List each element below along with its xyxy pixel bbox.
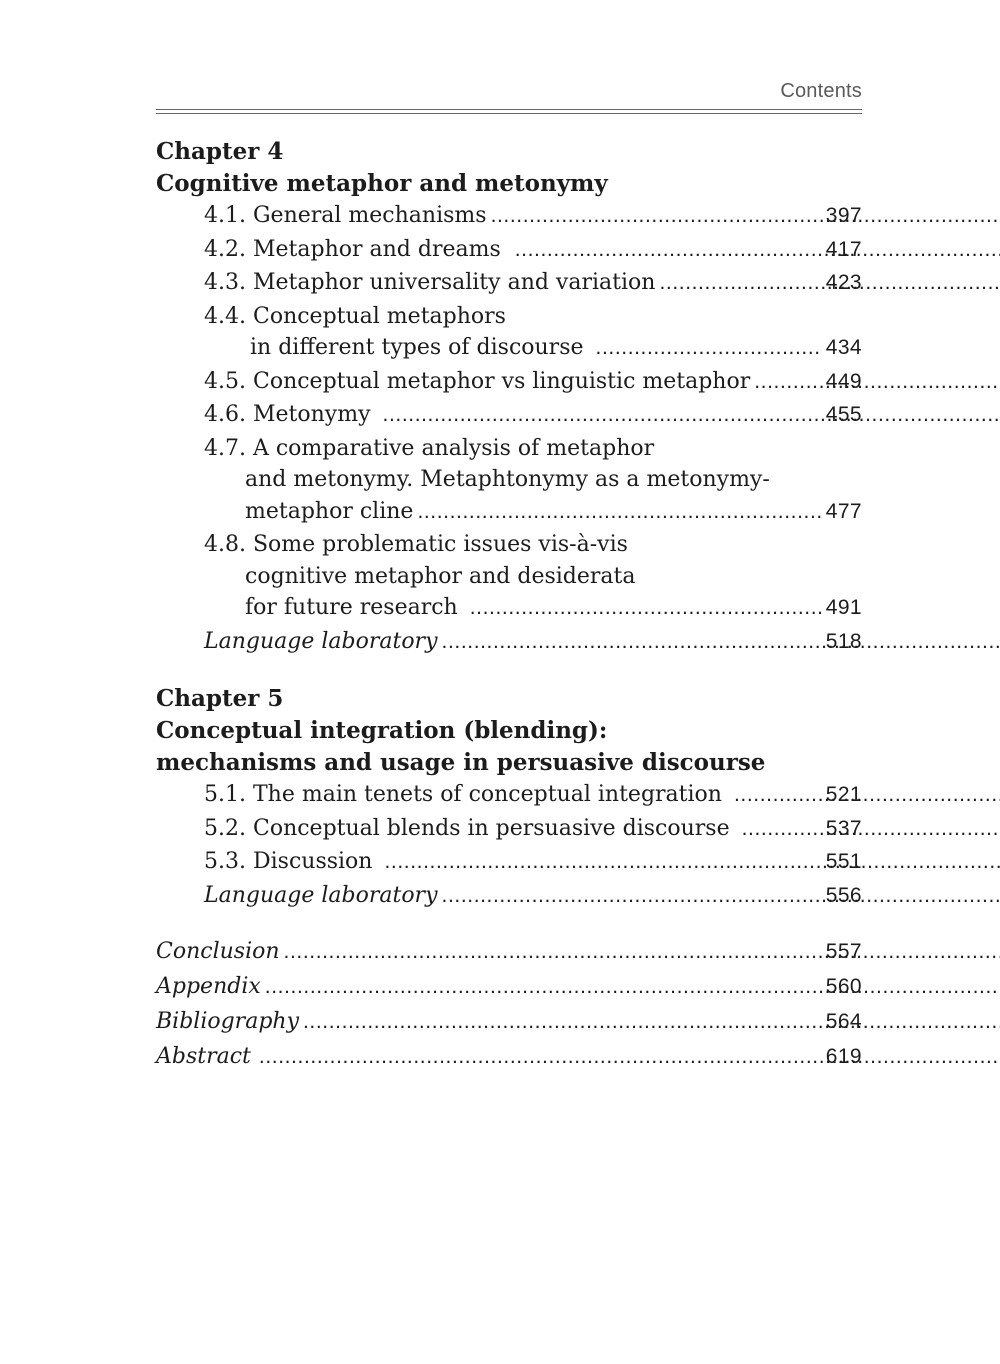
entry-number: 5.1. (204, 782, 253, 807)
toc-entry-appendix[interactable] (156, 970, 862, 1003)
page-number: 557 (825, 940, 862, 963)
page-number: 518 (825, 629, 862, 653)
toc-entry-4-5[interactable] (156, 366, 862, 398)
page-number: 564 (825, 1010, 862, 1033)
leader-dots (265, 970, 1000, 1003)
entry-title: Metaphor and dreams (252, 236, 501, 262)
entry-title: Conceptual blends in persuasive discourse (252, 815, 730, 841)
entry-title: The main tenets of conceptual integration (252, 782, 722, 807)
entry-number: 4.4. (204, 303, 253, 329)
page-number: 551 (825, 850, 862, 873)
entry-title: General mechanisms (252, 203, 487, 228)
entry-title: Language laboratory (204, 882, 438, 908)
leader-dots (515, 234, 1000, 266)
leader-dots (491, 200, 1000, 232)
entry-title: Discussion (252, 849, 373, 874)
leader-dots (284, 935, 1000, 968)
page-number: 455 (825, 403, 862, 426)
entry-title: Appendix (156, 974, 261, 999)
entry-title-line: A comparative analysis of metaphor (252, 435, 655, 461)
leader-dots (442, 880, 1000, 912)
entry-number: 5.2. (204, 815, 253, 841)
toc-entry-4-1[interactable] (156, 200, 862, 232)
toc-entry-bibliography[interactable] (156, 1005, 862, 1038)
entry-title-line: cognitive metaphor and desiderata (245, 563, 636, 589)
toc-entry-4-7[interactable] (156, 433, 862, 528)
spacer (156, 913, 862, 935)
chapter-5-title-line-2: mechanisms and usage in persuasive discourse (156, 749, 766, 776)
toc-entry-4-3[interactable] (156, 267, 862, 299)
page-number: 434 (825, 336, 862, 359)
toc-entry-5-3[interactable] (156, 846, 862, 878)
entry-title: Conceptual metaphor vs linguistic metaphor (252, 368, 751, 394)
entry-title: for future research (245, 595, 458, 620)
entry-title: Conclusion (156, 939, 280, 964)
entry-title-line: Some problematic issues vis-à-vis (252, 532, 628, 557)
entry-number: 4.5. (204, 368, 253, 394)
entry-title: metaphor cline (245, 498, 414, 524)
toc-entry-4-language-laboratory[interactable] (156, 626, 862, 658)
toc-entry-5-language-laboratory[interactable] (156, 880, 862, 912)
page-number: 521 (825, 783, 862, 806)
leader-dots (384, 846, 1000, 878)
leader-dots (442, 626, 1000, 658)
entry-number: 4.3. (204, 270, 253, 295)
leader-dots (303, 1005, 1000, 1038)
chapter-5-title-line-1: Conceptual integration (blending): (156, 717, 608, 744)
leader-dots (383, 399, 1000, 431)
leader-dots (742, 813, 1000, 845)
toc-entry-5-2[interactable] (156, 813, 862, 845)
running-head: Contents (780, 80, 862, 102)
toc-entry-5-1[interactable] (156, 779, 862, 811)
toc-entry-4-8[interactable] (156, 529, 862, 624)
entry-title: Abstract (156, 1044, 251, 1069)
page-number: 560 (825, 975, 862, 998)
entry-title: in different types of discourse (250, 335, 584, 360)
toc-entry-4-6[interactable] (156, 399, 862, 431)
page-number: 423 (825, 271, 862, 294)
page-number: 477 (825, 499, 862, 523)
entry-title-line: and metonymy. Metaphtonymy as a metonymy- (245, 467, 770, 492)
entry-title: Metaphor universality and variation (252, 270, 656, 295)
table-of-contents (156, 136, 862, 1075)
chapter-5-label: Chapter 5 (156, 685, 284, 712)
chapter-4-label: Chapter 4 (156, 138, 284, 165)
toc-entry-4-2[interactable] (156, 234, 862, 266)
entry-number: 4.7. (204, 435, 253, 461)
entry-title-line: Conceptual metaphors (252, 303, 506, 329)
leader-dots (470, 592, 822, 624)
header-rule (156, 109, 862, 114)
leader-dots (754, 366, 1000, 398)
page-number: 417 (825, 237, 862, 261)
entry-number: 4.6. (204, 402, 253, 427)
leader-dots (259, 1040, 1000, 1073)
entry-number: 5.3. (204, 849, 253, 874)
page-number: 491 (825, 596, 862, 619)
leader-dots (596, 332, 822, 364)
toc-entry-conclusion[interactable] (156, 935, 862, 968)
leader-dots (417, 496, 821, 528)
leader-dots (734, 779, 1000, 811)
entry-number: 4.8. (204, 532, 253, 557)
entry-title: Language laboratory (204, 628, 438, 654)
spacer (156, 659, 862, 683)
page-number: 619 (825, 1045, 862, 1068)
entry-title: Metonymy (252, 402, 371, 427)
page-number: 537 (825, 816, 862, 840)
page-number: 397 (825, 204, 862, 227)
entry-number: 4.2. (204, 236, 253, 262)
page-number: 449 (825, 369, 862, 393)
chapter-4-title: Cognitive metaphor and metonymy (156, 170, 608, 197)
toc-entry-4-4[interactable] (156, 301, 862, 364)
entry-number: 4.1. (204, 203, 253, 228)
toc-entry-abstract[interactable] (156, 1040, 862, 1073)
page-number: 556 (825, 883, 862, 907)
entry-title: Bibliography (156, 1009, 299, 1034)
